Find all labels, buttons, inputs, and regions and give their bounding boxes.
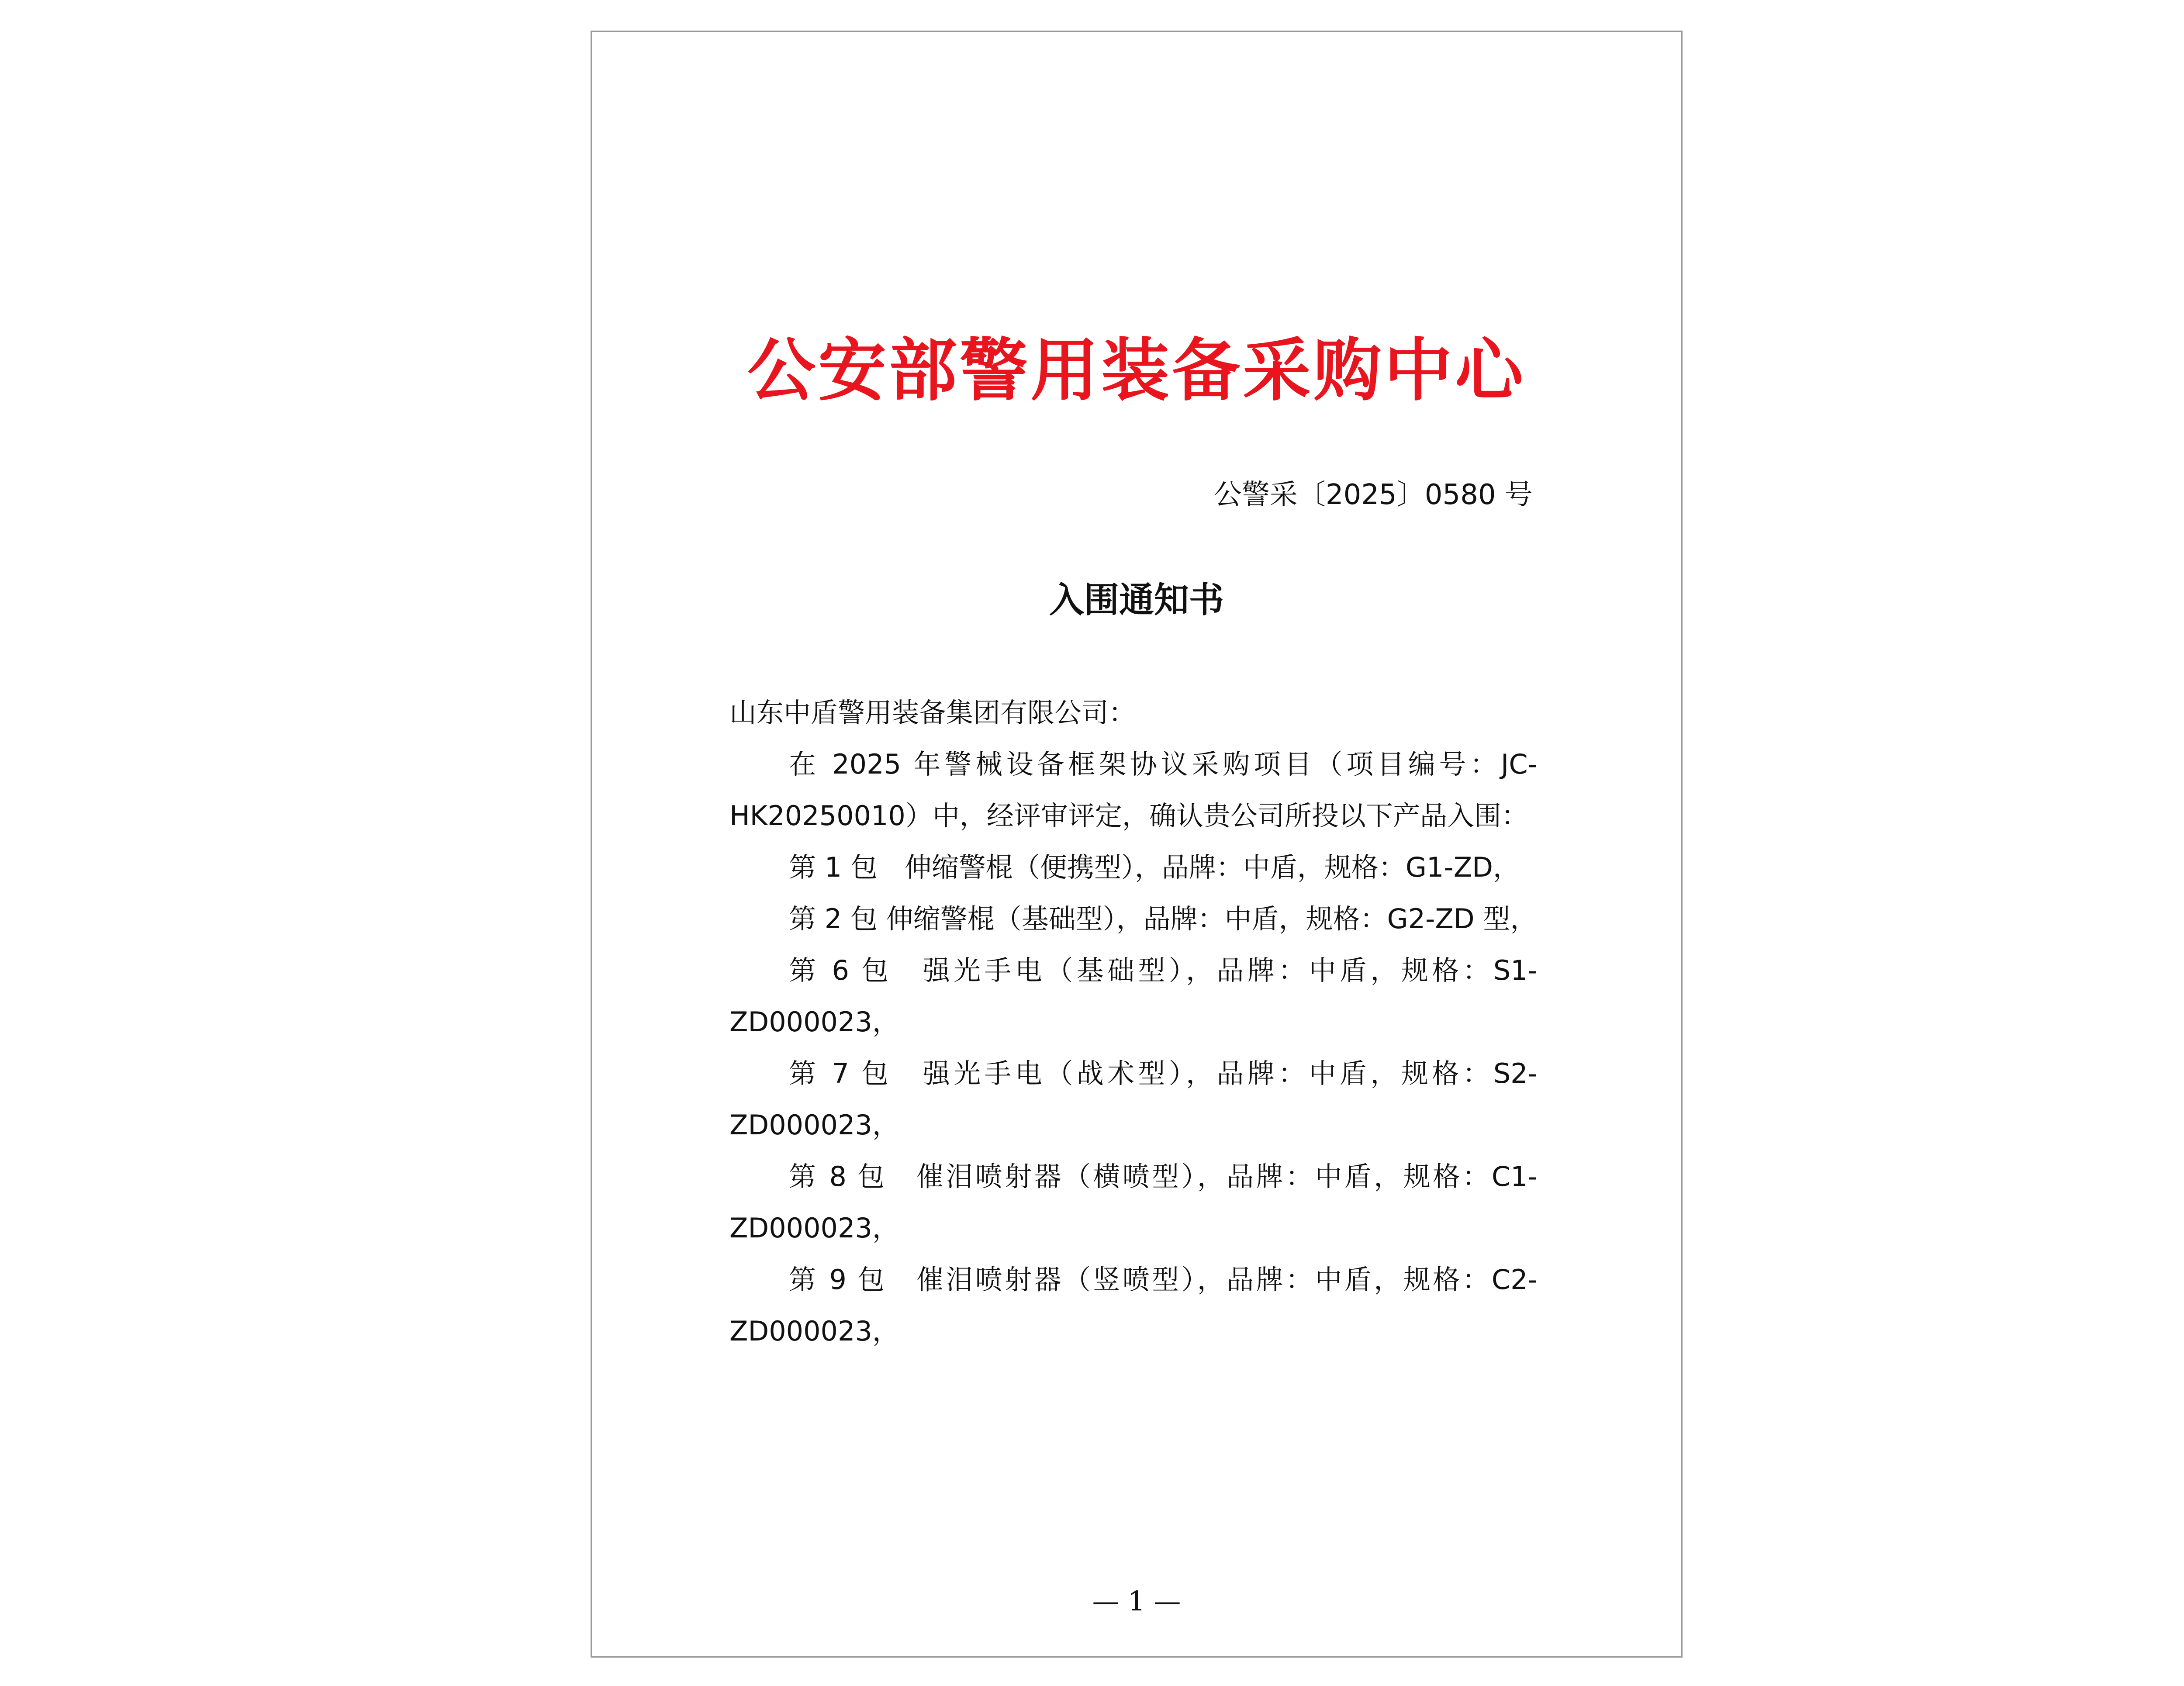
item-package-2: 第 2 包 伸缩警棍（基础型），品牌：中盾，规格：G2-ZD 型，: [789, 903, 1538, 935]
page-number: — 1 —: [1092, 1585, 1181, 1617]
item-package-8: 第 8 包 催泪喷射器（横喷型），品牌：中盾，规格：C1-ZD000023，: [729, 1161, 1538, 1244]
document-body: [729, 687, 1538, 1357]
document-number: 公警采〔2025〕0580 号: [1213, 479, 1533, 511]
intro-paragraph: 在 2025 年警械设备框架协议采购项目（项目编号：JC-HK20250010）中，经评审评定，确认贵公司所投以下产品入围：: [729, 748, 1538, 832]
recipient-line: 山东中盾警用装备集团有限公司：: [729, 697, 1136, 729]
issuer-header: 公安部警用装备采购中心: [747, 330, 1526, 410]
item-package-6: 第 6 包 强光手电（基础型），品牌：中盾，规格：S1-ZD000023，: [729, 954, 1538, 1038]
document-page: [591, 31, 1683, 1658]
item-package-9: 第 9 包 催泪喷射器（竖喷型），品牌：中盾，规格：C2-ZD000023，: [729, 1264, 1538, 1347]
item-package-7: 第 7 包 强光手电（战术型），品牌：中盾，规格：S2-ZD000023，: [729, 1057, 1538, 1141]
item-package-1: 第 1 包 伸缩警棍（便携型），品牌：中盾，规格：G1-ZD，: [789, 851, 1520, 883]
document-title: 入围通知书: [1049, 579, 1224, 620]
